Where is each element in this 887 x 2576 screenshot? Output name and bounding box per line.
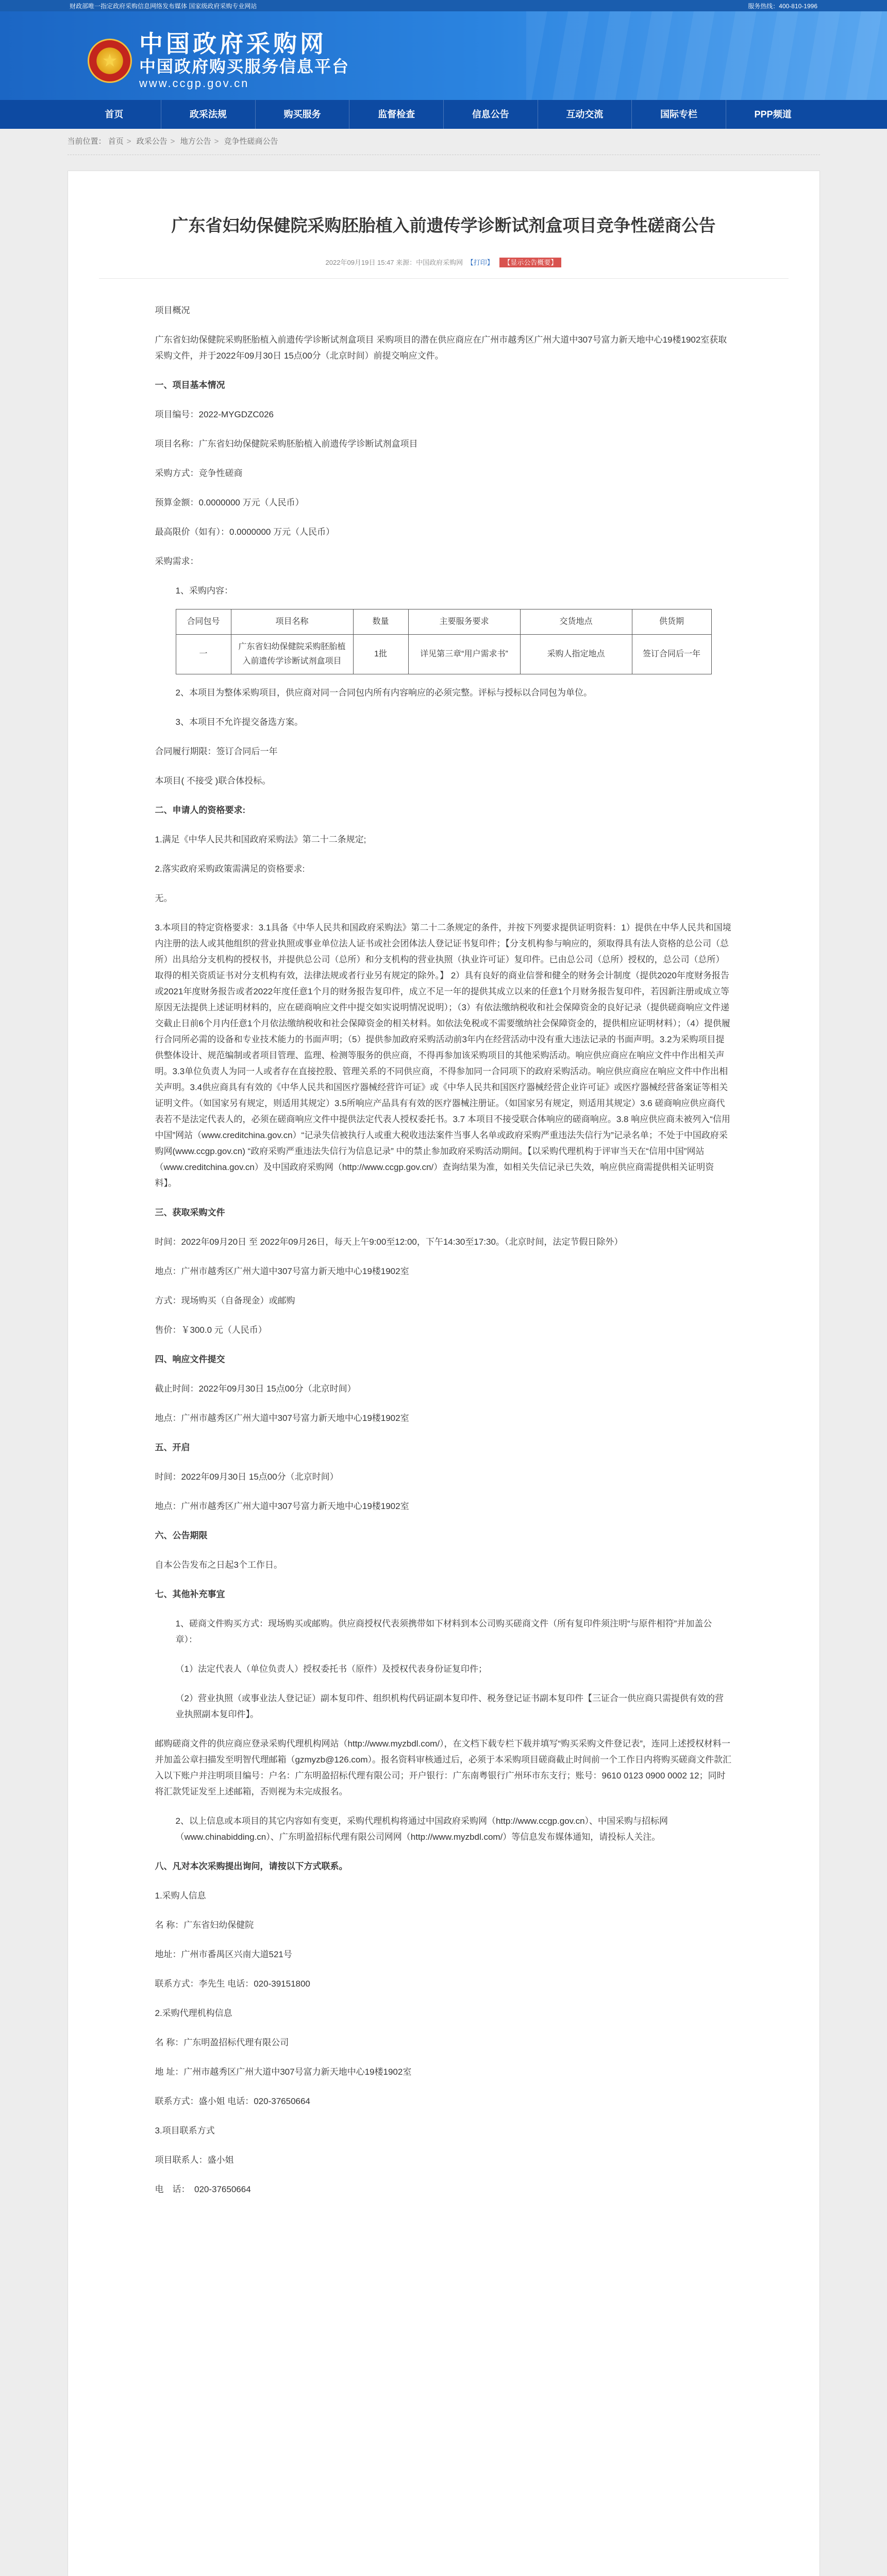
other-1c: 邮购磋商文件的供应商应登录采购代理机构网站（http://www.myzbdl.com/），在文档下载专栏下载并填写“购买采购文件登记表”，连同上述授权材料一并加盖公章扫描发至明智代理邮箱（gzmyzb@126.com）。报名资料审核通过后，必须于本采购项目磋商截止时间前一个工作日内将购买磋商文件款汇入以下账户并注明项目编号：户名：广东明盈招标代理有限公司；开户银行：广东南粤银行广州环市东支行；账号：9610 0123 0900 0002 12；同时将汇款凭证发至上述邮箱，否则视为未完成报名。 [155, 1739, 732, 1797]
print-link[interactable]: 【打印】 [466, 259, 494, 266]
contact-1-name: 名 称：广东省妇幼保健院 [155, 1920, 254, 1930]
breadcrumb-local[interactable]: 地方公告 [180, 137, 211, 146]
qualification-2: 2.落实政府采购政策需满足的资格要求: [155, 864, 305, 874]
section-2-heading: 二、申请人的资格要求: [155, 805, 246, 815]
contact-2-heading: 2.采购代理机构信息 [155, 2008, 232, 2018]
logo-url: www.ccgp.gov.cn [139, 77, 249, 90]
nav-interaction[interactable]: 互动交流 [538, 100, 632, 129]
table-header: 主要服务要求 [408, 609, 520, 635]
nav-notices[interactable]: 信息公告 [444, 100, 538, 129]
other-1: 1、磋商文件购买方式：现场购买或邮购。供应商授权代表须携带如下材料到本公司购买磋商文件（所有复印件须注明“与原件相符”并加盖公章）： [175, 1619, 712, 1645]
banner-decoration [526, 11, 887, 100]
qualification-3: 3.本项目的特定资格要求：3.1具备《中华人民共和国政府采购法》第二十二条规定的条件，并按下列要求提供证明资料：1）提供在中华人民共和国境内注册的法人或其他组织的营业执照或事业单位法人证书或社会团体法人登记证书复印件；【分支机构参与响应的，须取得具有法人资格的总公司（总所）出具给分支机构的授权书，并提供总公司（总所）和分支机构的营业执照（执业许可证）复印件。已由总公司（总所）授权的，总公司（总所）取得的相关资质证书对分支机构有效，法律法规或者行业另有规定的除外。】 2）具有良好的商业信誉和健全的财务会计制度（提供2020年度财务报告或2021年度财务报告或者2022年度任意1个月的财务报告复印件，成立不足一年的提供其成立以来的任意1个月财务报告复印件，若因新注册或成立等原因无法提供上述证明材料的，应在磋商响应文件中提交如实说明情况说明）；（3）有依法缴纳税收和社会保障资金的良好记录（提供磋商响应文件递交截止日前6个月内任意1个月依法缴纳税收和社会保障资金的相关材料。如依法免税或不需要缴纳社会保障资金的，提供相应证明材料）；（4）提供履行合同所必需的设备和专业技术能力的书面声明；（5）提供参加政府采购活动前3年内在经营活动中没有重大违法记录的书面声明。3.2为采购项目提供整体设计、规范编制或者项目管理、监理、检测等服务的供应商，不得再参加该采购项目的其他采购活动。响应供应商应在响应文件中作出相关声明。3.3单位负责人为同一人或者存在直接控股、管理关系的不同供应商，不得参加同一合同项下的政府采购活动。响应供应商应在响应文件中作出相关声明。3.4供应商具有有效的《中华人民共和国医疗器械经营许可证》或《中华人民共和国医疗器械经营企业许可证》或医疗器械经营备案证等相关证明文件。（如国家另有规定，则适用其规定）3.5所响应产品具有有效的医疗器械注册证。（如国家另有规定，则适用其规定）3.6 磋商响应供应商代表若不是法定代表人的，必须在磋商响应文件中提供法定代表人授权委托书。3.7 本项目不接受联合体响应的磋商响应。3.8 响应供应商未被列入“信用中国”网站（www.creditchina.gov.cn）“记录失信被执行人或重大税收违法案件当事人名单或政府采购严重违法失信行为”记录名单；不处于中国政府采购网(www.ccgp.gov.cn) “政府采购严重违法失信行为信息记录” 中的禁止参加政府采购活动期间。【以采购代理机构于评审当天在“信用中国”网站（www.creditchina.gov.cn）及中国政府采购网（http://www.ccgp.gov.cn/）查询结果为准，如相关失信记录已失效，响应供应商需提供相关证明资料】。 [155, 923, 731, 1188]
table-header: 供货期 [632, 609, 711, 635]
contact-2-phone: 联系方式：盛小姐 电话：020-37650664 [155, 2096, 310, 2106]
main-nav [0, 100, 887, 129]
nav-home[interactable]: 首页 [68, 100, 162, 129]
nav-ppp[interactable]: PPP频道 [754, 109, 792, 120]
submit-deadline: 截止时间：2022年09月30日 15点00分（北京时间） [155, 1384, 356, 1394]
nav-supervision[interactable]: 监督检查 [349, 100, 444, 129]
submit-place: 地点：广州市越秀区广州大道中307号富力新天地中心19楼1902室 [155, 1413, 409, 1423]
note-2: 2、本项目为整体采购项目，供应商对同一合同包内所有内容响应的必须完整。评标与授标以合同包为单位。 [175, 688, 592, 698]
table-cell: 签订合同后一年 [632, 635, 711, 674]
demand-label: 采购需求： [155, 556, 199, 566]
table-cell: 一 [176, 635, 231, 674]
contact-1-address: 地址：广州市番禺区兴南大道521号 [155, 1950, 292, 1959]
demand-sub-label: 1、采购内容： [175, 586, 233, 596]
site-logo[interactable] [88, 31, 349, 91]
overview-text: 广东省妇幼保健院采购胚胎植入前遗传学诊断试剂盒项目 采购项目的潜在供应商应在广州市越秀区广州大道中307号富力新天地中心19楼1902室获取采购文件，并于2022年09月30日 15点00分（北京时间）前提交响应文件。 [155, 335, 727, 361]
section-5-heading: 五、开启 [155, 1443, 190, 1452]
contact-3-phone: 电 话： 020-37650664 [155, 2184, 251, 2194]
get-doc-way: 方式：现场购买（自备现金）或邮购 [155, 1296, 295, 1306]
section-7-heading: 七、其他补充事宜 [155, 1589, 225, 1599]
table-header: 项目名称 [231, 609, 353, 635]
breadcrumb-current[interactable]: 竞争性磋商公告 [224, 137, 278, 146]
contact-2-name: 名 称：广东明盈招标代理有限公司 [155, 2038, 289, 2047]
qualification-2-value: 无。 [155, 893, 173, 903]
table-cell: 采购人指定地点 [520, 635, 632, 674]
open-place: 地点：广州市越秀区广州大道中307号富力新天地中心19楼1902室 [155, 1501, 409, 1511]
section-4-heading: 四、响应文件提交 [155, 1354, 225, 1364]
notice-period: 自本公告发布之日起3个工作日。 [155, 1560, 282, 1570]
section-8-heading: 八、凡对本次采购提出询问，请按以下方式联系。 [155, 1861, 348, 1871]
contact-3-name: 项目联系人：盛小姐 [155, 2155, 234, 2165]
get-doc-place: 地点：广州市越秀区广州大道中307号富力新天地中心19楼1902室 [155, 1266, 409, 1276]
other-1a: （1）法定代表人（单位负责人）授权委托书（原件）及授权代表身份证复印件； [175, 1664, 487, 1674]
nav-laws[interactable]: 政采法规 [161, 100, 256, 129]
top-bar-slogan: 财政部唯一指定政府采购信息网络发布媒体 国家级政府采购专业网站 [70, 2, 257, 10]
qualification-1: 1.满足《中华人民共和国政府采购法》第二十二条规定; [155, 835, 366, 844]
get-doc-time: 时间：2022年09月20日 至 2022年09月26日，每天上午9:00至12:00，下午14:30至17:30。（北京时间，法定节假日除外） [155, 1237, 623, 1247]
note-3: 3、本项目不允许提交备选方案。 [175, 717, 303, 727]
contact-1-phone: 联系方式：李先生 电话：020-39151800 [155, 1979, 310, 1989]
table-header-row [176, 609, 711, 635]
table-header: 交货地点 [520, 609, 632, 635]
top-bar-hotline: 服务热线：400-810-1996 [748, 2, 817, 10]
procurement-method: 采购方式：竞争性磋商 [155, 468, 243, 478]
contract-period: 合同履行期限：签订合同后一年 [155, 747, 278, 756]
open-time: 时间：2022年09月30日 15点00分（北京时间） [155, 1472, 339, 1482]
project-number: 项目编号：2022-MYGDZC026 [155, 410, 274, 419]
contact-1-heading: 1.采购人信息 [155, 1891, 206, 1901]
table-header: 数量 [353, 609, 408, 635]
top-bar [0, 0, 887, 11]
national-emblem-icon: ★ [88, 39, 132, 83]
other-2: 2、以上信息或本项目的其它内容如有变更，采购代理机构将通过中国政府采购网（http://www.ccgp.gov.cn）、中国采购与招标网（www.chinabidding.cn）、广东明盈招标代理有限公司网网（http://www.myzbdl.com/）等信息发布媒体通知，请投标人关注。 [175, 1816, 668, 1842]
logo-subtitle: 中国政府购买服务信息平台 [139, 57, 350, 76]
article-date-source: 2022年09月19日 15:47 来源：中国政府采购网 [325, 259, 463, 266]
budget-amount: 预算金额：0.0000000 万元（人民币） [155, 498, 304, 507]
article-meta [99, 257, 789, 279]
section-1-heading: 一、项目基本情况 [155, 380, 225, 390]
section-3-heading: 三、获取采购文件 [155, 1208, 225, 1217]
procurement-table [176, 609, 712, 674]
logo-title: 中国政府采购网 [139, 30, 327, 58]
nav-international[interactable]: 国际专栏 [632, 100, 726, 129]
table-cell: 广东省妇幼保健院采购胚胎植入前遗传学诊断试剂盒项目 [231, 635, 353, 674]
show-summary-button[interactable]: 【显示公告概要】 [499, 258, 561, 267]
joint-bid: 本项目( 不接受 )联合体投标。 [155, 776, 271, 786]
table-cell: 详见第三章“用户需求书” [408, 635, 520, 674]
article-title: 广东省妇幼保健院采购胚胎植入前遗传学诊断试剂盒项目竞争性磋商公告 [171, 216, 716, 235]
site-banner [0, 11, 887, 100]
article-card [68, 171, 820, 2576]
breadcrumb-home[interactable]: 首页 [108, 137, 124, 146]
table-row [176, 635, 711, 674]
contact-3-heading: 3.项目联系方式 [155, 2126, 215, 2136]
table-header: 合同包号 [176, 609, 231, 635]
breadcrumb: 当前位置： 首页 > 政采公告 > 地方公告 > 竞争性磋商公告 [68, 129, 820, 155]
breadcrumb-prefix: 当前位置： [67, 137, 106, 146]
doc-price: 售价：￥300.0 元（人民币） [155, 1325, 267, 1335]
max-price: 最高限价（如有）：0.0000000 万元（人民币） [155, 527, 335, 537]
table-cell: 1批 [353, 635, 408, 674]
overview-heading: 项目概况 [155, 306, 190, 315]
breadcrumb-notices[interactable]: 政采公告 [136, 137, 168, 146]
project-name: 项目名称：广东省妇幼保健院采购胚胎植入前遗传学诊断试剂盒项目 [155, 439, 418, 449]
contact-2-address: 地 址：广州市越秀区广州大道中307号富力新天地中心19楼1902室 [155, 2067, 412, 2077]
section-6-heading: 六、公告期限 [155, 1531, 208, 1540]
other-1b: （2）营业执照（或事业法人登记证）副本复印件、组织机构代码证副本复印件、税务登记证书副本复印件【三证合一供应商只需提供有效的营业执照副本复印件】。 [175, 1693, 724, 1719]
article-content [155, 279, 732, 2197]
nav-services[interactable]: 购买服务 [256, 100, 350, 129]
